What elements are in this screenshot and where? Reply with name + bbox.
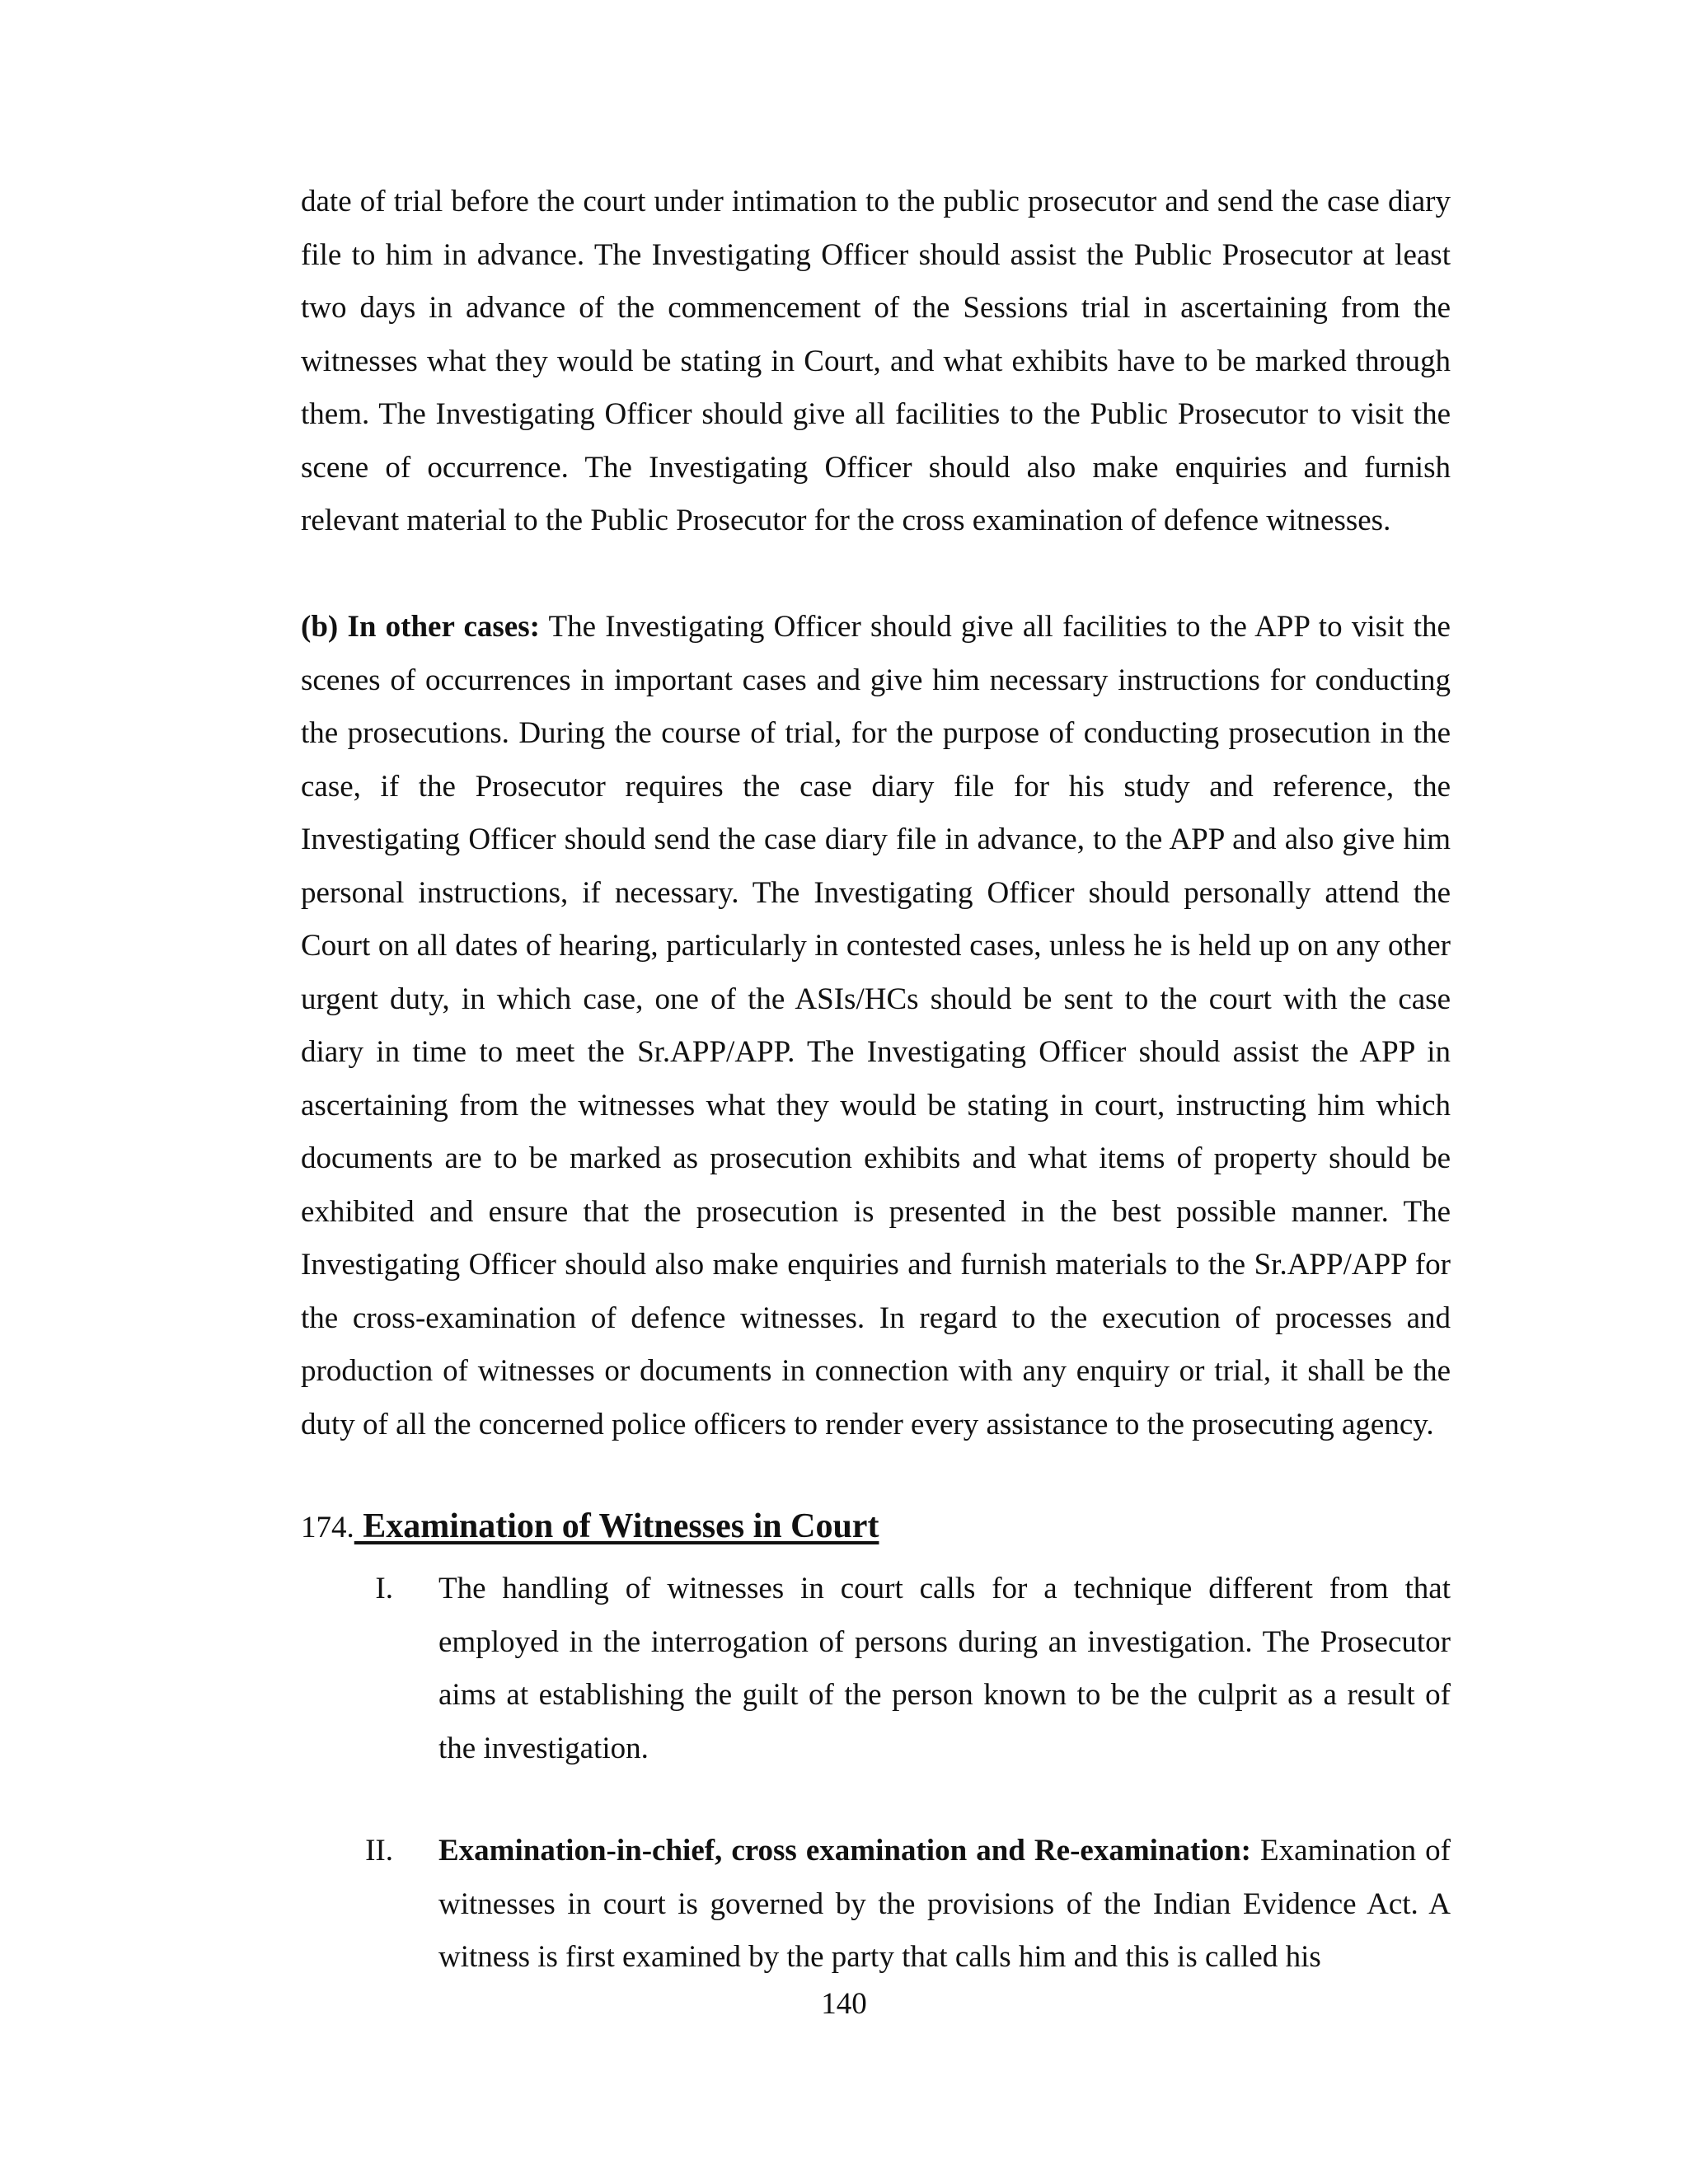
section-number: 174. [301,1511,354,1544]
paragraph-2-lead: (b) In other cases: [301,610,540,644]
list-item-marker: II. [365,1834,393,1868]
paragraph-other-cases [301,601,1451,1451]
page-number: 140 [821,1987,867,2021]
paragraph-2-body: The Investigating Officer should give all facilities to the APP to visit the scenes of occurrences in important cases and give him necessary instructions for conducting the prosecutions. During the course of trial, for the purpose of conducting prosecution in the case, if the Prosecutor requires the case diary file for his study and reference, the Investigating Officer should send the case diary file in advance, to the APP and also give him personal instructions, if necessary. The Investigating Officer should personally attend the Court on all dates of hearing, particularly in contested cases, unless he is held up on any other urgent duty, in which case, one of the ASIs/HCs should be sent to the court with the case diary in time to meet the Sr.APP/APP. The Investigating Officer should assist the APP in ascertaining from the witnesses what they would be stating in court, instructing him which documents are to be marked as prosecution exhibits and what items of property should be exhibited and ensure that the prosecution is presented in the best possible manner. The Investigating Officer should also make enquiries and furnish materials to the Sr.APP/APP for the cross-examination of defence witnesses. In regard to the execution of processes and production of witnesses or documents in connection with any enquiry or trial, it shall be the duty of all the concerned police officers to render every assistance to the prosecuting agency. [301,610,1451,1441]
list-item-body: Examination of witnesses in court is governed by the provisions of the Indian Evidence Act. A witness is first examined by the party that calls him and this is called his [438,1834,1451,1974]
list-item-body: The handling of witnesses in court calls for a technique different from that employed in the interrogation of persons during an investigation. The Prosecutor aims at establishing the guilt of the person known to be the culprit as a result of the investigation. [438,1572,1451,1765]
paragraph-trial-assistance [301,176,1451,548]
section-heading [301,1503,879,1551]
section-title: Examination of Witnesses in Court [354,1507,879,1545]
paragraph-1-text: date of trial before the court under intimation to the public prosecutor and send the case diary file to him in advance. The Investigating Officer should assist the Public Prosecutor at least two days in advance of the commencement of the Sessions trial in ascertaining from the witnesses what they would be stating in Court, and what exhibits have to be marked through them. The Investigating Officer should give all facilities to the Public Prosecutor to visit the scene of occurrence. The Investigating Officer should also make enquiries and furnish relevant material to the Public Prosecutor for the cross examination of defence witnesses. [301,185,1451,537]
list-item-text [438,1563,1451,1775]
list-item-lead: Examination-in-chief, cross examination and Re-examination: [438,1834,1251,1868]
list-item-marker: I. [375,1572,393,1605]
list-item-text [438,1825,1451,1985]
